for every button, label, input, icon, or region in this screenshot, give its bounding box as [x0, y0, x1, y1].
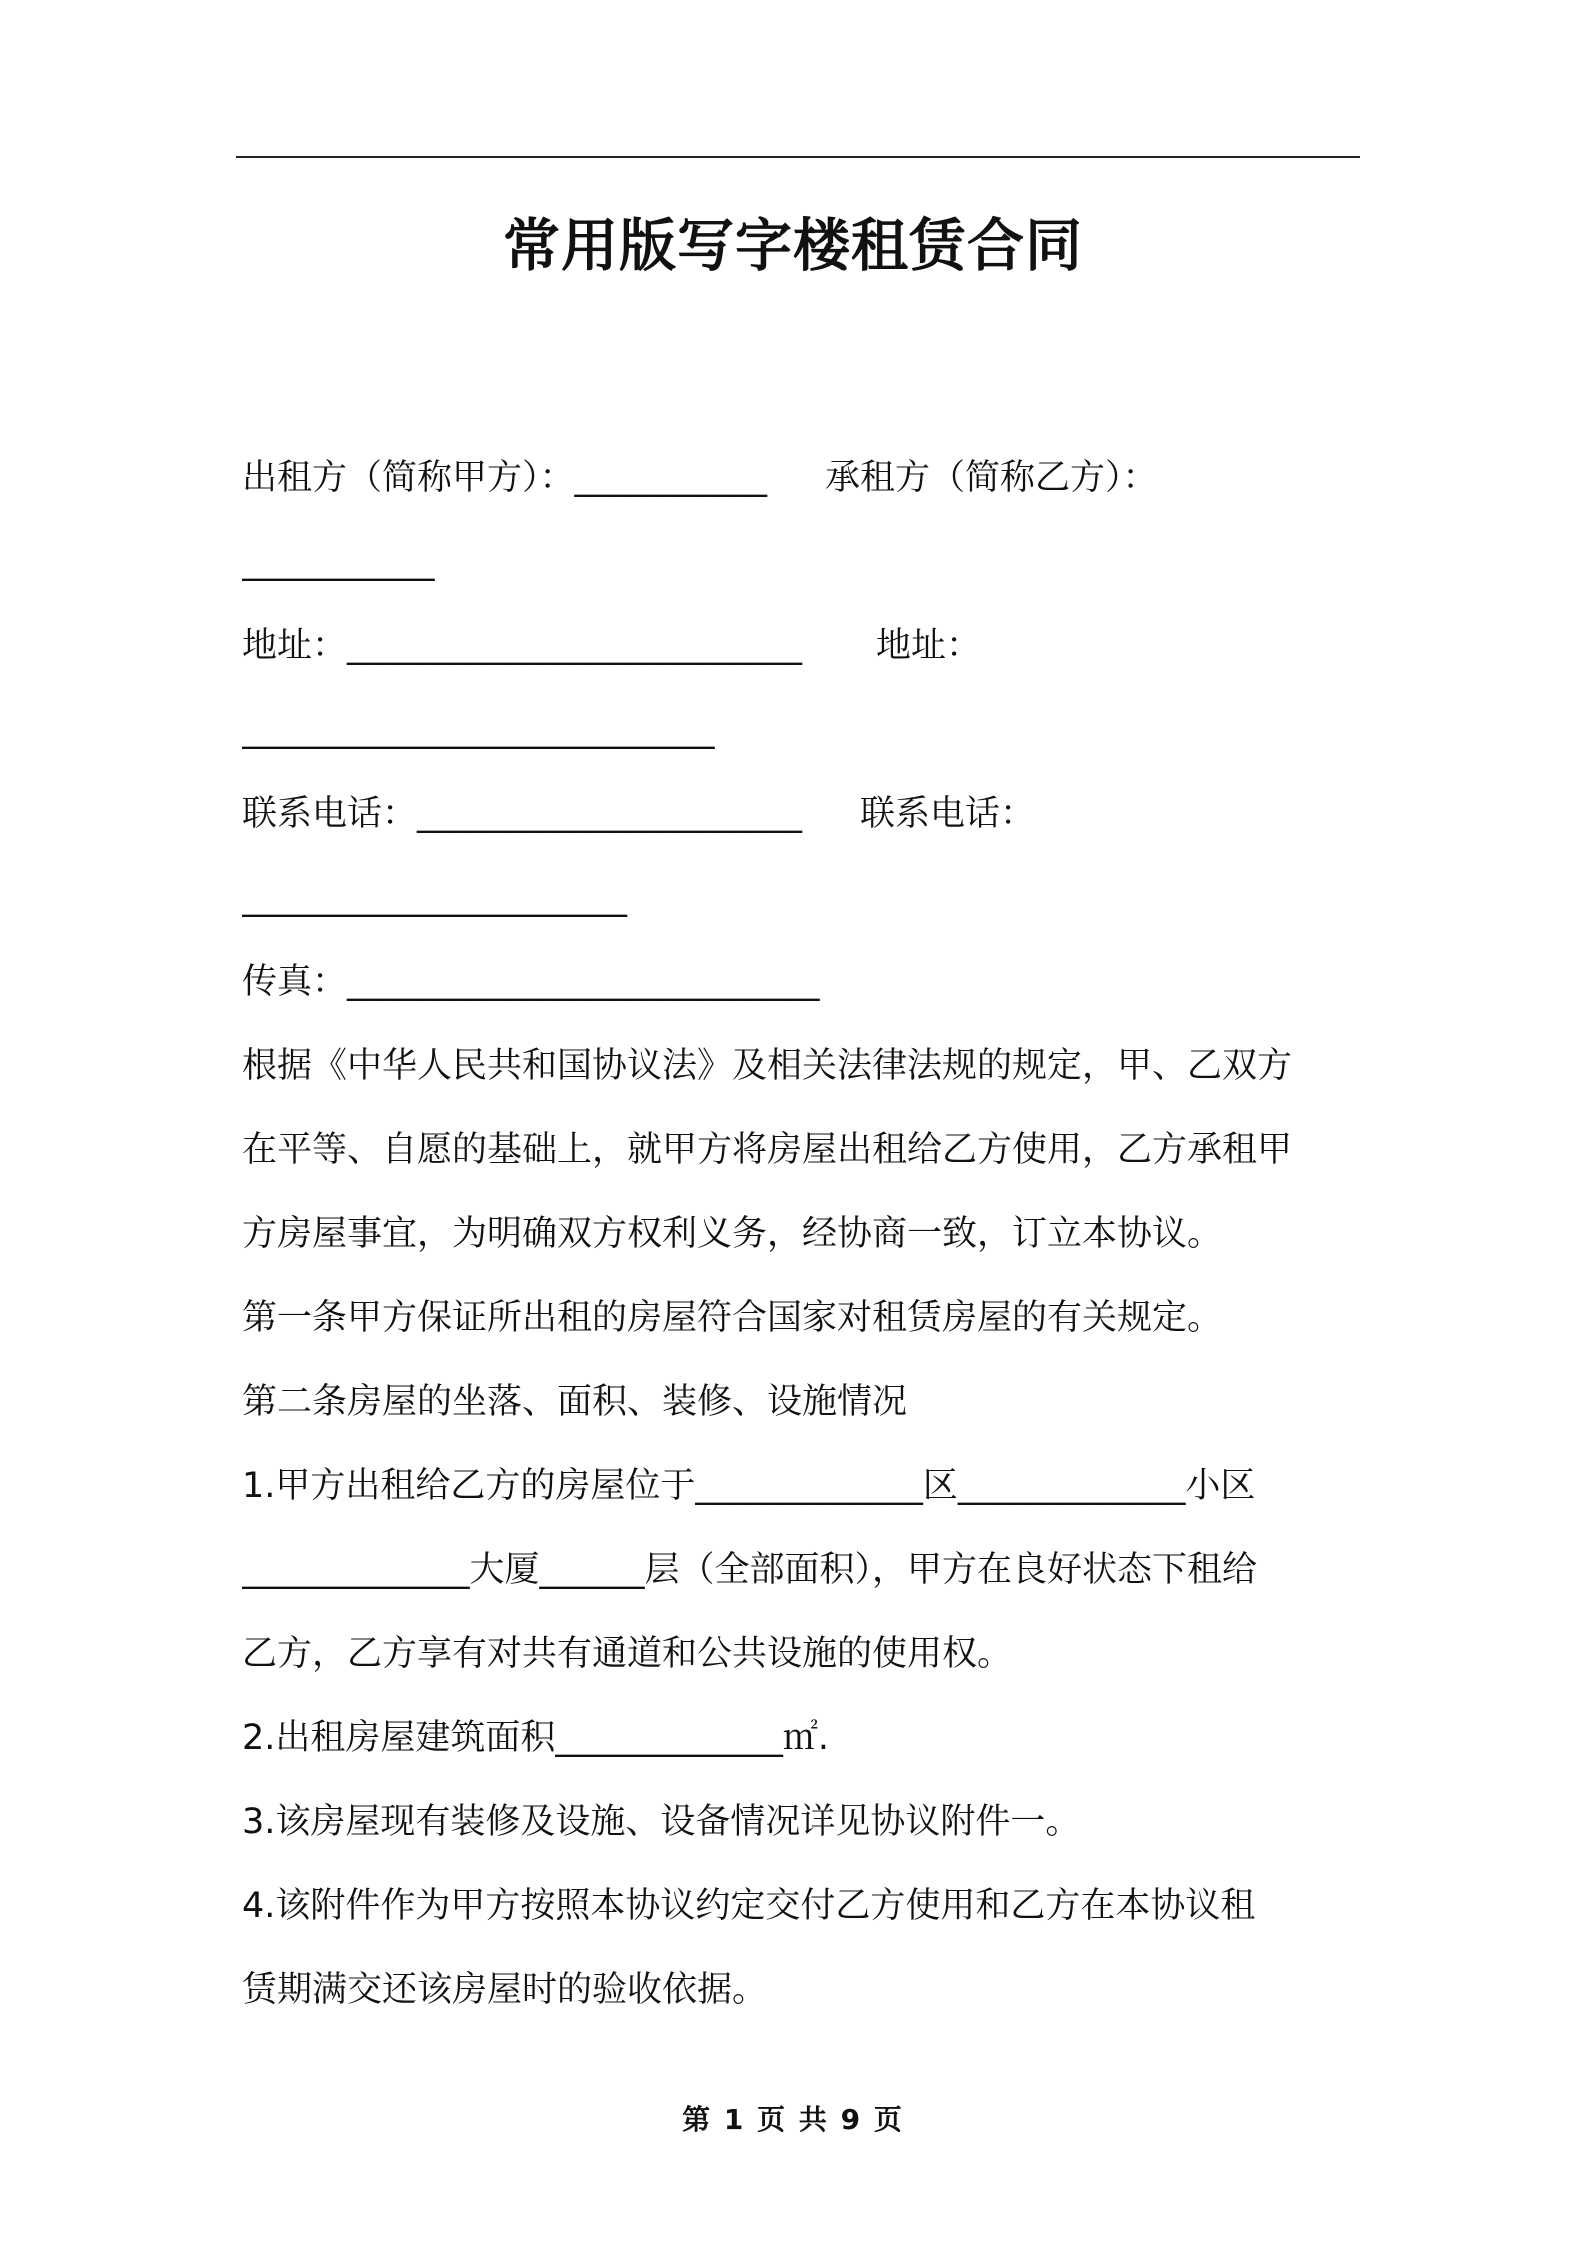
line-left: 在平等、自愿的基础上，就甲方将房屋出租给乙方使用，乙方承租甲 — [242, 1130, 1293, 1170]
text-line — [242, 1024, 1358, 1108]
document-body — [242, 436, 1358, 2032]
page-number — [0, 2098, 1586, 2138]
text-line — [242, 604, 1358, 688]
line-left: 2.出租房屋建筑面积_____________㎡. — [242, 1718, 830, 1758]
document-title: 常用版写字楼租赁合同 — [503, 213, 1083, 279]
header-rule — [236, 156, 1360, 158]
line-left: 1.甲方出租给乙方的房屋位于_____________区_____________小区 — [242, 1466, 1256, 1506]
line-left: 根据《中华人民共和国协议法》及相关法律法规的规定，甲、乙双方 — [242, 1046, 1293, 1086]
line-left: 第一条甲方保证所出租的房屋符合国家对租赁房屋的有关规定。 — [242, 1298, 1223, 1338]
text-line — [242, 856, 1358, 940]
text-line — [242, 1948, 1358, 2032]
line-left: 赁期满交还该房屋时的验收依据。 — [242, 1970, 768, 2010]
text-line — [242, 1612, 1358, 1696]
line-left: 乙方，乙方享有对共有通道和公共设施的使用权。 — [242, 1634, 1013, 1674]
text-line — [242, 1192, 1358, 1276]
text-line — [242, 436, 1358, 520]
text-line — [242, 520, 1358, 604]
line-left: 方房屋事宜，为明确双方权利义务，经协商一致，订立本协议。 — [242, 1214, 1223, 1254]
text-line — [242, 1276, 1358, 1360]
page-number-label: 第 1 页 共 9 页 — [682, 2103, 904, 2136]
text-line — [242, 1360, 1358, 1444]
line-left: 传真：___________________________ — [242, 962, 820, 1002]
line-right: 联系电话： — [860, 794, 1036, 834]
text-line — [242, 1780, 1358, 1864]
text-line — [242, 1108, 1358, 1192]
line-right: 承租方（简称乙方）： — [825, 458, 1158, 498]
line-left: 联系电话：______________________ — [242, 794, 803, 834]
text-line — [242, 1864, 1358, 1948]
line-left: 第二条房屋的坐落、面积、装修、设施情况 — [242, 1382, 908, 1422]
text-line — [242, 1444, 1358, 1528]
text-line — [242, 940, 1358, 1024]
line-left: ______________________ — [242, 878, 627, 918]
text-line — [242, 688, 1358, 772]
line-right: 地址： — [876, 626, 982, 666]
line-left: 3.该房屋现有装修及设施、设备情况详见协议附件一。 — [242, 1802, 1081, 1842]
line-left: _____________大厦______层（全部面积），甲方在良好状态下租给 — [242, 1550, 1258, 1590]
line-left: 地址：__________________________ — [242, 626, 803, 666]
text-line — [242, 772, 1358, 856]
text-line — [242, 1696, 1358, 1780]
line-left: ___________ — [242, 542, 435, 582]
line-left: 出租方（简称甲方）：___________ — [242, 458, 768, 498]
line-left: ___________________________ — [242, 710, 715, 750]
text-line — [242, 1528, 1358, 1612]
line-left: 4.该附件作为甲方按照本协议约定交付乙方使用和乙方在本协议租 — [242, 1886, 1256, 1926]
